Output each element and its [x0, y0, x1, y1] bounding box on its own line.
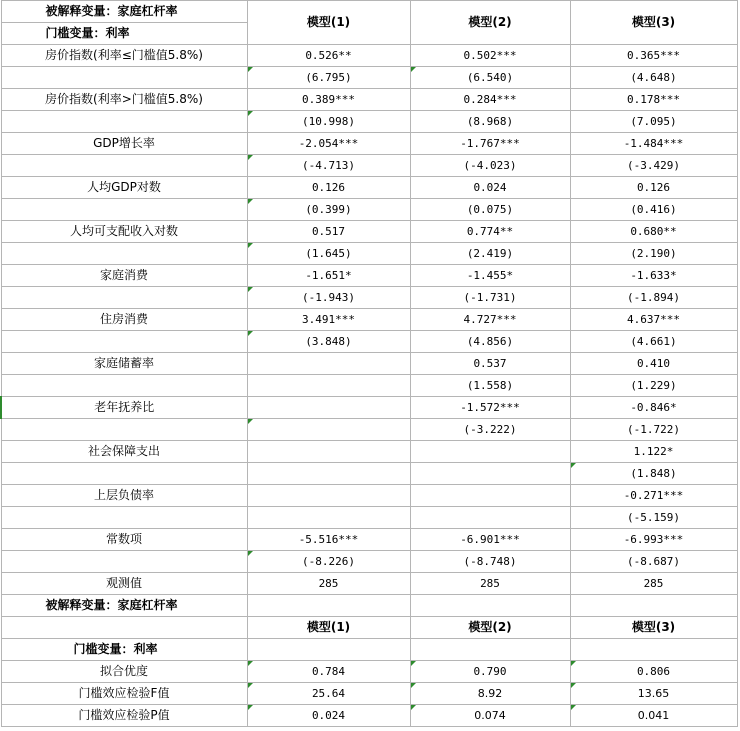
model-3-cell: 285 — [570, 573, 737, 595]
table-row — [1, 331, 737, 353]
row-label: 社会保障支出 — [1, 441, 247, 463]
table-row — [1, 287, 737, 309]
model-1-cell: (-8.226) — [247, 551, 410, 573]
row-label — [1, 155, 247, 177]
model-2-cell: 0.537 — [410, 353, 570, 375]
model-3-cell: -1.633* — [570, 265, 737, 287]
model-2-cell: (-8.748) — [410, 551, 570, 573]
table-row — [1, 419, 737, 441]
model-3-cell: (4.661) — [570, 331, 737, 353]
model-2-cell: (8.968) — [410, 111, 570, 133]
row-label: 人均可支配收入对数 — [1, 221, 247, 243]
model-2-cell — [410, 507, 570, 529]
model-2-cell: 4.727*** — [410, 309, 570, 331]
table-row — [1, 243, 737, 265]
model-1-cell: (-4.713) — [247, 155, 410, 177]
footer-model-1-cell: 0.024 — [247, 705, 410, 727]
table-row — [1, 111, 737, 133]
model-3-cell: -0.271*** — [570, 485, 737, 507]
model-2-cell — [410, 441, 570, 463]
model-3-cell: (7.095) — [570, 111, 737, 133]
footer-model-3-header: 模型(3) — [570, 617, 737, 639]
model-1-cell: (10.998) — [247, 111, 410, 133]
footer-model-3-cell: 13.65 — [570, 683, 737, 705]
model-3-cell: (1.848) — [570, 463, 737, 485]
footer-row — [1, 705, 737, 727]
model-2-cell: (4.856) — [410, 331, 570, 353]
model-1-header: 模型(1) — [247, 1, 410, 45]
table-row — [1, 485, 737, 507]
model-3-cell: (-8.687) — [570, 551, 737, 573]
model-1-cell: 0.389*** — [247, 89, 410, 111]
footer-model-1-cell: 25.64 — [247, 683, 410, 705]
footer-row — [1, 661, 737, 683]
empty-cell — [570, 639, 737, 661]
model-1-cell — [247, 485, 410, 507]
table-row — [1, 375, 737, 397]
empty-cell — [247, 639, 410, 661]
model-2-cell: -1.455* — [410, 265, 570, 287]
model-2-cell: (0.075) — [410, 199, 570, 221]
model-1-cell: -1.651* — [247, 265, 410, 287]
model-2-cell — [410, 485, 570, 507]
model-1-cell: 0.126 — [247, 177, 410, 199]
model-3-cell: 0.365*** — [570, 45, 737, 67]
table-row — [1, 199, 737, 221]
row-label — [1, 375, 247, 397]
footer-threshold-variable-label: 门槛变量：利率 — [1, 639, 247, 661]
row-label — [1, 243, 247, 265]
footer-row-label: 拟合优度 — [1, 661, 247, 683]
model-2-cell: (-3.222) — [410, 419, 570, 441]
model-1-cell: (3.848) — [247, 331, 410, 353]
table-row — [1, 353, 737, 375]
footer-model-1-cell: 0.784 — [247, 661, 410, 683]
table-row — [1, 397, 737, 419]
table-row — [1, 133, 737, 155]
model-3-cell: (-5.159) — [570, 507, 737, 529]
row-label: 家庭消费 — [1, 265, 247, 287]
table-row — [1, 551, 737, 573]
model-3-cell: 0.680** — [570, 221, 737, 243]
row-label — [1, 419, 247, 441]
model-2-cell: (6.540) — [410, 67, 570, 89]
model-2-header: 模型(2) — [410, 1, 570, 45]
model-2-cell: -6.901*** — [410, 529, 570, 551]
model-2-cell: (-1.731) — [410, 287, 570, 309]
row-label — [1, 463, 247, 485]
row-label — [1, 507, 247, 529]
model-1-cell — [247, 507, 410, 529]
model-2-cell — [410, 463, 570, 485]
model-3-header: 模型(3) — [570, 1, 737, 45]
model-2-cell: (1.558) — [410, 375, 570, 397]
table-row — [1, 67, 737, 89]
row-label: 房价指数(利率>门槛值5.8%) — [1, 89, 247, 111]
threshold-variable-label: 门槛变量：利率 — [1, 23, 247, 45]
model-3-cell: 0.126 — [570, 177, 737, 199]
model-1-cell: (6.795) — [247, 67, 410, 89]
empty-cell — [1, 617, 247, 639]
table-row — [1, 89, 737, 111]
row-label: 常数项 — [1, 529, 247, 551]
dependent-variable-label: 被解释变量：家庭杠杆率 — [1, 1, 247, 23]
empty-cell — [410, 639, 570, 661]
model-3-cell: 1.122* — [570, 441, 737, 463]
row-label: 家庭储蓄率 — [1, 353, 247, 375]
footer-dependent-variable-label: 被解释变量：家庭杠杆率 — [1, 595, 247, 617]
table-row — [1, 177, 737, 199]
model-3-cell: 0.410 — [570, 353, 737, 375]
row-label: 上层负债率 — [1, 485, 247, 507]
model-1-cell — [247, 441, 410, 463]
row-label: 人均GDP对数 — [1, 177, 247, 199]
footer-header-row-1 — [1, 595, 737, 617]
model-3-cell: -6.993*** — [570, 529, 737, 551]
footer-model-1-header: 模型(1) — [247, 617, 410, 639]
model-1-cell: -5.516*** — [247, 529, 410, 551]
footer-model-3-cell: 0.806 — [570, 661, 737, 683]
model-1-cell: 0.517 — [247, 221, 410, 243]
row-label: 房价指数(利率≤门槛值5.8%) — [1, 45, 247, 67]
row-label — [1, 67, 247, 89]
footer-row-label: 门槛效应检验P值 — [1, 705, 247, 727]
row-label — [1, 331, 247, 353]
footer-header-row-2 — [1, 617, 737, 639]
footer-model-2-header: 模型(2) — [410, 617, 570, 639]
header-row-1 — [1, 1, 737, 23]
model-3-cell: (-1.894) — [570, 287, 737, 309]
model-3-cell: 0.178*** — [570, 89, 737, 111]
empty-cell — [410, 595, 570, 617]
model-3-cell: (1.229) — [570, 375, 737, 397]
table-row — [1, 265, 737, 287]
model-1-cell — [247, 353, 410, 375]
model-1-cell: (1.645) — [247, 243, 410, 265]
model-3-cell: (-1.722) — [570, 419, 737, 441]
model-1-cell — [247, 375, 410, 397]
row-label: 住房消费 — [1, 309, 247, 331]
model-3-cell: (0.416) — [570, 199, 737, 221]
footer-header-row-3 — [1, 639, 737, 661]
table-row — [1, 507, 737, 529]
table-row — [1, 309, 737, 331]
footer-model-2-cell: 0.074 — [410, 705, 570, 727]
model-2-cell: 0.774** — [410, 221, 570, 243]
row-label: 观测值 — [1, 573, 247, 595]
model-2-cell: 0.502*** — [410, 45, 570, 67]
row-label — [1, 199, 247, 221]
model-2-cell: -1.767*** — [410, 133, 570, 155]
footer-row-label: 门槛效应检验F值 — [1, 683, 247, 705]
model-1-cell: 285 — [247, 573, 410, 595]
table-row — [1, 529, 737, 551]
model-2-cell: 285 — [410, 573, 570, 595]
empty-cell — [247, 595, 410, 617]
row-label: 老年抚养比 — [1, 397, 247, 419]
model-2-cell: 0.284*** — [410, 89, 570, 111]
table-row — [1, 573, 737, 595]
row-label — [1, 111, 247, 133]
empty-cell — [570, 595, 737, 617]
footer-model-2-cell: 8.92 — [410, 683, 570, 705]
footer-model-3-cell: 0.041 — [570, 705, 737, 727]
model-1-cell: 0.526** — [247, 45, 410, 67]
row-label — [1, 287, 247, 309]
model-1-cell — [247, 463, 410, 485]
model-3-cell: -0.846* — [570, 397, 737, 419]
footer-row — [1, 683, 737, 705]
table-row — [1, 463, 737, 485]
model-2-cell: (-4.023) — [410, 155, 570, 177]
model-3-cell: 4.637*** — [570, 309, 737, 331]
model-3-cell: (-3.429) — [570, 155, 737, 177]
model-3-cell: (4.648) — [570, 67, 737, 89]
table-row — [1, 441, 737, 463]
model-1-cell: (0.399) — [247, 199, 410, 221]
model-1-cell: -2.054*** — [247, 133, 410, 155]
model-1-cell — [247, 419, 410, 441]
model-2-cell: 0.024 — [410, 177, 570, 199]
model-1-cell — [247, 397, 410, 419]
model-2-cell: (2.419) — [410, 243, 570, 265]
model-1-cell: 3.491*** — [247, 309, 410, 331]
model-3-cell: (2.190) — [570, 243, 737, 265]
footer-model-2-cell: 0.790 — [410, 661, 570, 683]
model-1-cell: (-1.943) — [247, 287, 410, 309]
table-row — [1, 155, 737, 177]
table-row — [1, 45, 737, 67]
model-3-cell: -1.484*** — [570, 133, 737, 155]
row-label: GDP增长率 — [1, 133, 247, 155]
model-2-cell: -1.572*** — [410, 397, 570, 419]
row-label — [1, 551, 247, 573]
table-row — [1, 221, 737, 243]
